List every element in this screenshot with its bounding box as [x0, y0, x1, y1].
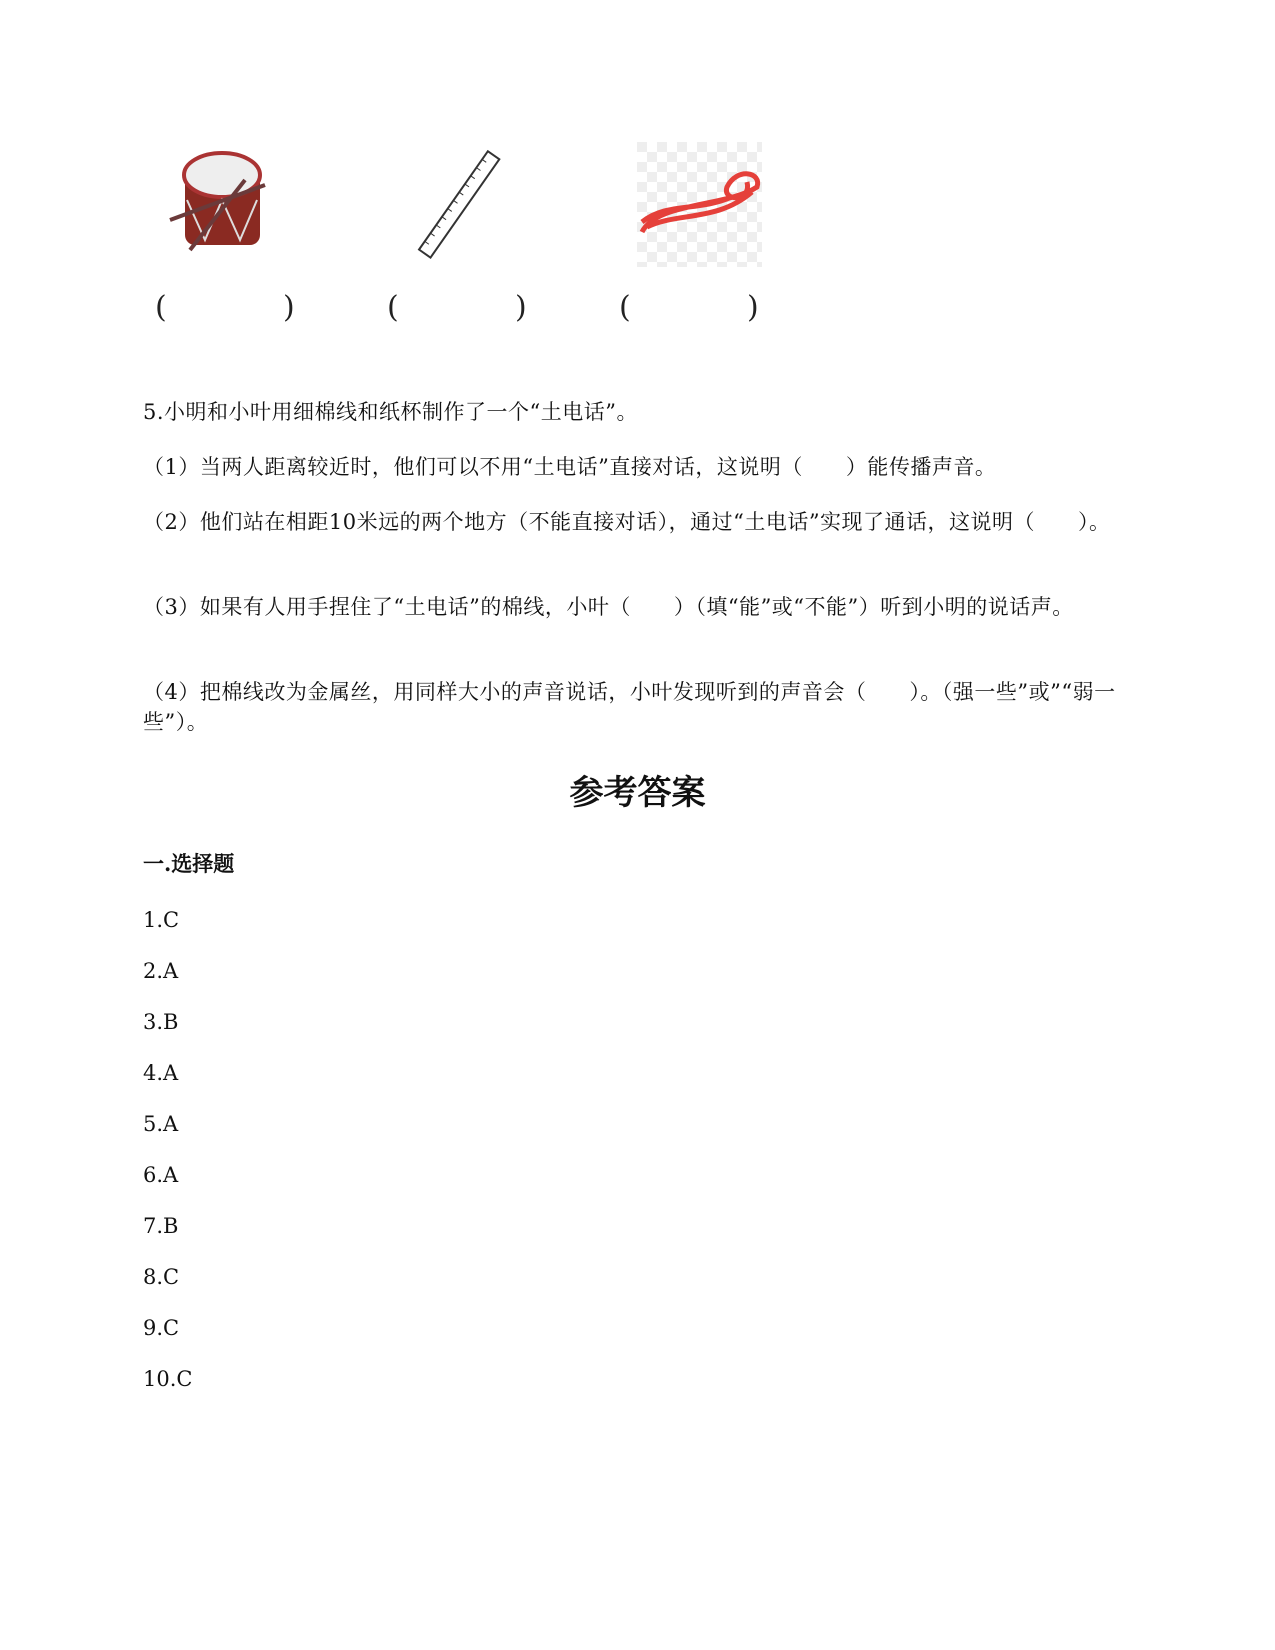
answer-item: 8.C — [143, 1265, 180, 1289]
answer-item: 2.A — [143, 959, 179, 983]
answer-item: 9.C — [143, 1316, 180, 1340]
section-heading: 一.选择题 — [143, 851, 235, 876]
question-item-2: （2）他们站在相距10米远的两个地方（不能直接对话），通过“土电话”实现了通话，这说明（ ）。 — [143, 510, 1111, 534]
question-stem: 5.小明和小叶用细棉线和纸杯制作了一个“土电话”。 — [143, 400, 639, 424]
answer-paren-close: ) — [747, 290, 759, 325]
answer-item: 4.A — [143, 1061, 179, 1085]
answer-paren-open: ( — [155, 290, 167, 325]
answer-item: 5.A — [143, 1112, 179, 1136]
answer-paren-open: ( — [619, 290, 631, 325]
answer-paren-close: ) — [283, 290, 295, 325]
answer-paren-open: ( — [387, 290, 399, 325]
answer-item: 1.C — [143, 908, 180, 932]
answer-item: 7.B — [143, 1214, 179, 1238]
ruler-image — [395, 140, 525, 270]
answer-item: 3.B — [143, 1010, 179, 1034]
drum-image — [160, 140, 290, 270]
rubber-band-image — [637, 142, 762, 267]
question-item-4: （4）把棉线改为金属丝，用同样大小的声音说话，小叶发现听到的声音会（ ）。（强一些”或”“弱一些”）。 — [143, 680, 1116, 734]
answer-item: 6.A — [143, 1163, 179, 1187]
question-item-3: （3）如果有人用手捏住了“土电话”的棉线，小叶（ ）（填“能”或“不能”）听到小明的说话声。 — [143, 595, 1074, 619]
answer-title: 参考答案 — [569, 773, 706, 813]
question-item-1: （1）当两人距离较近时，他们可以不用“土电话”直接对话，这说明（ ）能传播声音。 — [143, 455, 997, 479]
answer-paren-close: ) — [515, 290, 527, 325]
answer-item: 10.C — [143, 1367, 193, 1391]
